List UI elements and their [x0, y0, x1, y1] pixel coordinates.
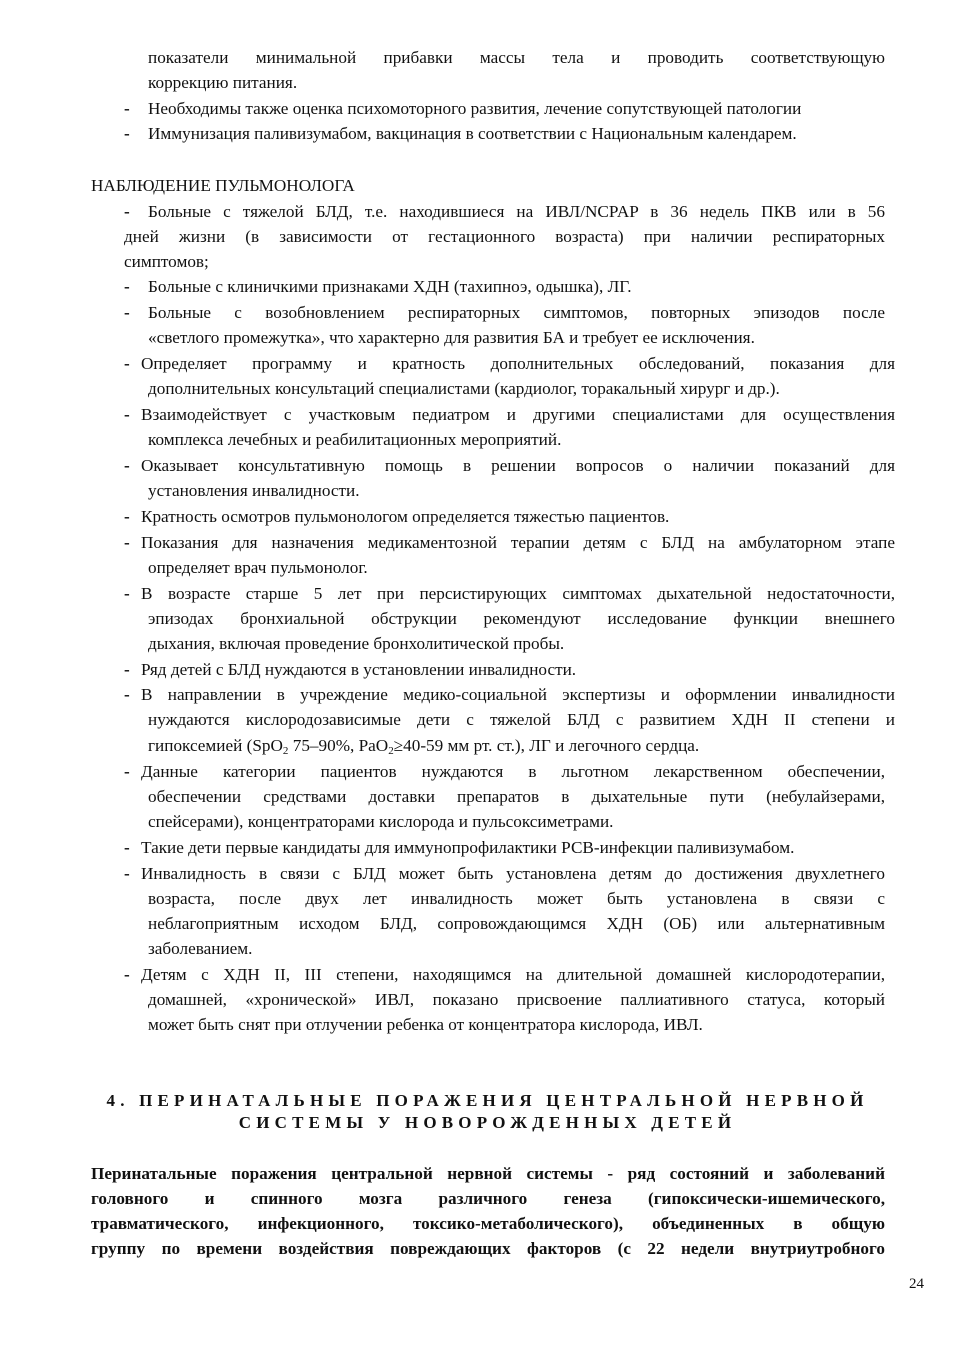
bullet-text: определяет врач пульмонолог. [148, 558, 368, 577]
bullet-text: комплекса лечебных и реабилитационных мероприятий. [148, 430, 562, 449]
bullet-text: возраста, после двух лет инвалидность может быть установлена в связи с [148, 889, 885, 908]
bullet-text: Взаимодействует с участковым педиатром и другими специалистами для осуществления [141, 405, 895, 424]
bullet-dash: - [124, 99, 130, 118]
intro-paragraph-line: Перинатальные поражения центральной нервной системы - ряд состояний и заболеваний [91, 1164, 885, 1183]
bullet-dash: - [124, 507, 130, 526]
bullet-text: дополнительных консультаций специалистами (кардиолог, торакальный хирург и др.). [148, 379, 780, 398]
bullet-text: В возрасте старше 5 лет при персистирующих симптомах дыхательной недостаточности, [141, 584, 895, 603]
chapter-heading-line: 4. ПЕРИНАТАЛЬНЫЕ ПОРАЖЕНИЯ ЦЕНТРАЛЬНОЙ НЕРВНОЙ [106, 1091, 869, 1110]
bullet-dash: - [124, 584, 130, 603]
chapter-heading-line: СИСТЕМЫ У НОВОРОЖДЕННЫХ ДЕТЕЙ [238, 1113, 737, 1132]
bullet-dash: - [124, 685, 130, 704]
bullet-text: неблагоприятным исходом БЛД, сопровождающимся ХДН (ОБ) или альтернативным [148, 914, 885, 933]
bullet-dash: - [124, 277, 130, 296]
bullet-text: Больные с возобновлением респираторных симптомов, повторных эпизодов после [148, 303, 885, 322]
bullet-text: дней жизни (в зависимости от гестационного возраста) при наличии респираторных [124, 227, 885, 246]
bullet-text: гипоксемией (SpO$_2$ 75–90%, PaO$_2$≥40-59 мм рт. ст.), ЛГ и легочного сердца. [148, 736, 700, 757]
bullet-dash: - [124, 660, 130, 679]
intro-paragraph-line: группу по времени воздействия повреждающих факторов (с 22 недели внутриутробного [91, 1239, 885, 1258]
bullet-text: может быть снят при отлучении ребенка от концентратора кислорода, ИВЛ. [148, 1015, 703, 1034]
bullet-text: домашней, «хронической» ИВЛ, показано присвоение паллиативного статуса, который [148, 990, 885, 1009]
bullet-dash: - [124, 965, 130, 984]
intro-paragraph-line: травматического, инфекционного, токсико-метаболического), объединенных в общую [91, 1214, 885, 1233]
bullet-dash: - [124, 303, 130, 322]
bullet-text: Иммунизация паливизумабом, вакцинация в соответствии с Национальным календарем. [148, 124, 797, 143]
bullet-text: Оказывает консультативную помощь в решении вопросов о наличии показаний для [141, 456, 895, 475]
bullet-text: Данные категории пациентов нуждаются в льготном лекарственном обеспечении, [141, 762, 885, 781]
bullet-text: спейсерами), концентраторами кислорода и пульсоксиметрами. [148, 812, 614, 831]
bullet-text: Такие дети первые кандидаты для иммунопрофилактики РСВ-инфекции паливизумабом. [141, 838, 795, 857]
bullet-dash: - [124, 762, 130, 781]
bullet-dash: - [124, 838, 130, 857]
bullet-dash: - [124, 405, 130, 424]
paragraph-line: показатели минимальной прибавки массы тела и проводить соответствующую [148, 48, 885, 67]
bullet-text: Больные с клиничкими признаками ХДН (тахипноэ, одышка), ЛГ. [148, 277, 632, 296]
bullet-dash: - [124, 864, 130, 883]
bullet-text: В направлении в учреждение медико-социальной экспертизы и оформлении инвалидности [141, 685, 895, 704]
bullet-text: Определяет программу и кратность дополнительных обследований, показания для [141, 354, 895, 373]
bullet-dash: - [124, 533, 130, 552]
section-heading: НАБЛЮДЕНИЕ ПУЛЬМОНОЛОГА [91, 176, 355, 195]
bullet-text: Детям с ХДН II, III степени, находящимся на длительной домашней кислородотерапии, [141, 965, 885, 984]
bullet-text: Кратность осмотров пульмонологом определяется тяжестью пациентов. [141, 507, 670, 526]
bullet-text: Ряд детей с БЛД нуждаются в установлении инвалидности. [141, 660, 577, 679]
paragraph-line: коррекцию питания. [148, 73, 298, 92]
page-number: 24 [909, 1276, 924, 1292]
bullet-text: «светлого промежутка», что характерно для развития БА и требует ее исключения. [148, 328, 755, 347]
bullet-text: Необходимы также оценка психомоторного развития, лечение сопутствующей патологии [148, 99, 802, 118]
bullet-text: обеспечении средствами доставки препаратов в дыхательные пути (небулайзерами, [148, 787, 885, 806]
bullet-dash: - [124, 456, 130, 475]
bullet-dash: - [124, 354, 130, 373]
bullet-text: эпизодах бронхиальной обструкции рекомендуют исследование функции внешнего [148, 609, 895, 628]
bullet-dash: - [124, 124, 130, 143]
bullet-text: Инвалидность в связи с БЛД может быть установлена детям до достижения двухлетнего [141, 864, 885, 883]
bullet-text: заболеванием. [148, 939, 253, 958]
bullet-text: нуждаются кислородозависимые дети с тяжелой БЛД с развитием ХДН II степени и [148, 710, 895, 729]
bullet-text: Больные с тяжелой БЛД, т.е. находившиеся на ИВЛ/NCPAP в 36 недель ПКВ или в 56 [148, 202, 885, 221]
bullet-text: установления инвалидности. [148, 481, 360, 500]
intro-paragraph-line: головного и спинного мозга различного генеза (гипоксически-ишемического, [91, 1189, 885, 1208]
bullet-dash: - [124, 202, 130, 221]
bullet-text: Показания для назначения медикаментозной терапии детям с БЛД на амбулаторном этапе [141, 533, 895, 552]
bullet-text: дыхания, включая проведение бронхолитической пробы. [148, 634, 565, 653]
bullet-text: симптомов; [124, 252, 209, 271]
